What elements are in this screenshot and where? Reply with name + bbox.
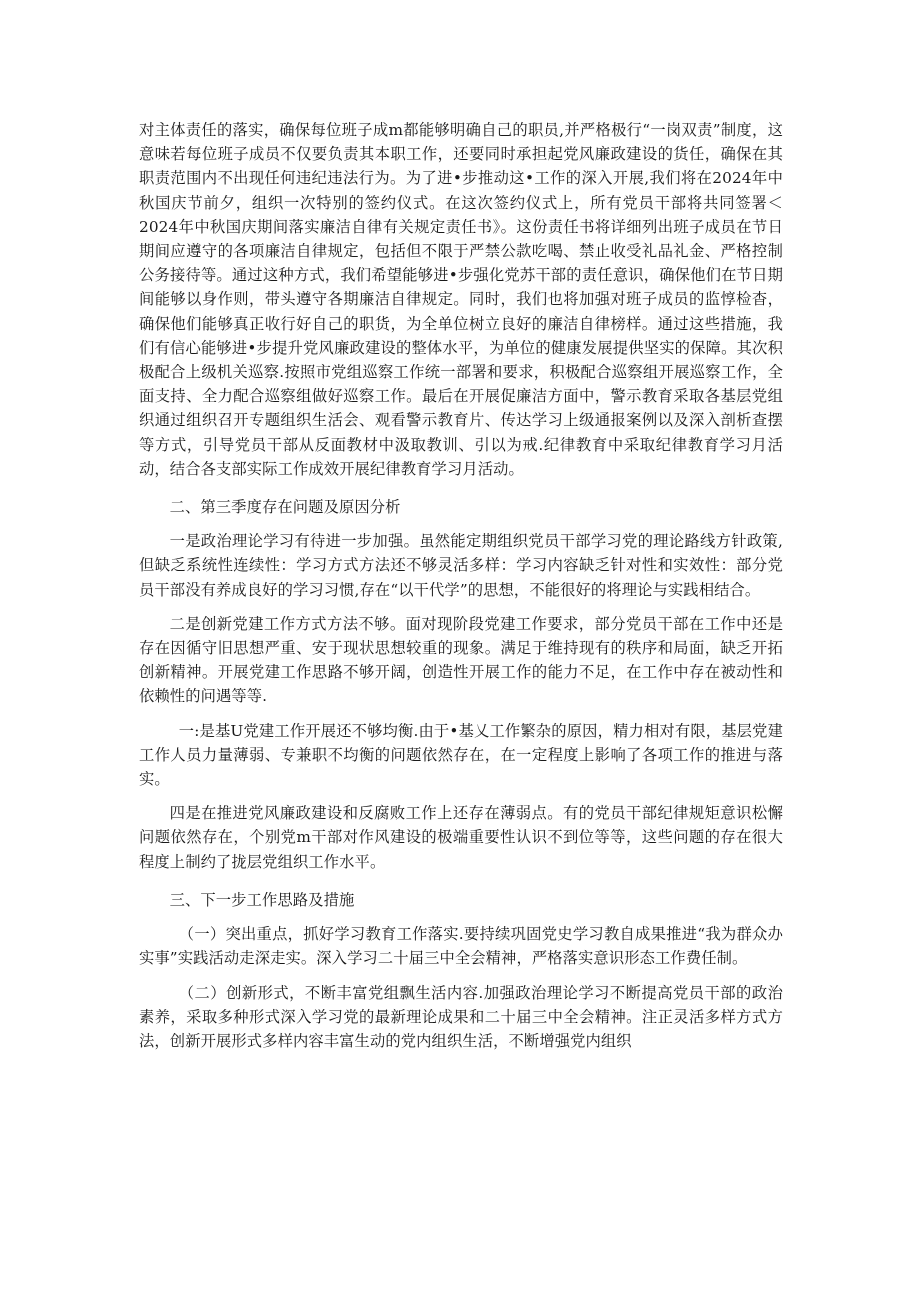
paragraph-issue-1: 一是政治理论学习有待进一步加强。虽然能定期组织党员干部学习党的理论路线方针政策,但缺乏系统性连续性：学习方式方法还不够灵活多样：学习内容缺乏针对性和实效性：部分党员干部没有养成良好的学习习惯,存在“以干代学”的思想，不能很好的将理论与实践相结合。 bbox=[139, 532, 783, 599]
paragraph-issue-4: 四是在推进党风廉政建设和反腐败工作上还存在薄弱点。有的党员干部纪律规矩意识松懈问题依然存在，个别党m干部对作风建设的极端重要性认识不到位等等，这些问题的存在很大程度上制约了拢层党组织工作水平。 bbox=[139, 804, 783, 871]
section-heading-problems: 二、第三季度存在问题及原因分析 bbox=[169, 498, 401, 517]
paragraph-measure-2: （二）创新形式，不断丰富党组飘生活内容.加强政治理论学习不断提高党员干部的政治素养，采取多种形式深入学习党的最新理论成果和二十届三中全会精神。注正灵活多样方式方法，创新开展形式多样内容丰富生动的党内组织生活，不断增强党内组织 bbox=[139, 983, 783, 1050]
document-page bbox=[139, 118, 783, 1053]
paragraph-issue-2: 二是创新党建工作方式方法不够。面对现阶段党建工作要求，部分党员干部在工作中还是存在因循守旧思想严重、安于现状思想较重的现象。满足于维持现有的秩序和局面，缺乏开拓创新精神。开展党建工作思路不够开阔，创造性开展工作的能力不足，在工作中存在被动性和依赖性的问遇等等. bbox=[139, 614, 783, 706]
section-heading-next-steps: 三、下一步工作思路及措施 bbox=[169, 890, 355, 909]
paragraph-issue-3: 一:是基U党建工作开展还不够均衡.由于•基乂工作繁杂的原因，精力相对有限，基层党建工作人员力量薄弱、专兼职不均衡的问题依然存在，在一定程度上影响了各项工作的推进与落实。 bbox=[139, 721, 783, 789]
paragraph-measure-1: （一）突出重点，抓好学习教育工作落实.要持续巩固党史学习教自成果推进“我为群众办实事”实践活动走深走实。深入学习二十届三中全会精神，严格落实意识形态工作费任制。 bbox=[139, 925, 783, 968]
paragraph-continuation: 对主体责任的落实，确保每位班子成m都能够明确自己的职员,并严格极行“一岗双责”制度，这意味若每位班子成员不仅要负责其本职工作，还要同时承担起党风廉政建设的货任，确保在其职责范围内不出现任何违纪违法行为。为了进•步推动这•工作的深入开展,我们将在2024年中秋国庆节前夕，组织一次特别的签约仪式。在这次签约仪式上，所有党员干部将共同签署＜2024年中秋国庆期间落实廉洁自律有关规定责任书》。这份责任书将详细列出班子成员在节日期间应遵守的各项廉洁自律规定，包括但不限于严禁公款吃喝、禁止收受礼品礼金、严格控制公务接待等。通过这种方式，我们希望能够进•步强化党苏干部的责任意识，确保他们在节日期间能够以身作则，带头遵守各期廉洁自律规定。同时，我们也将加强对班子成员的监惇检杳，确保他们能够真正收行好自己的职货，为全单位树立良好的廉洁自律榜样。通过这些措施，我们有信心能够进•步提升党风廉政建设的整体水平，为单位的健康发展提供坚实的保障。其次积极配合上级机关巡察.按照市党组巡察工作统一部署和要求，积极配合巡察组开展巡察工作，全面支持、全力配合巡察组做好巡察工作。最后在开展促廉洁方面中，警示教育采取各基层党组织通过组织召开专题组织生活会、观看警示教育片、传达学习上级通报案例以及深入剖析查摆等方式，引导党员干部从反面教材中汲取教训、引以为戒.纪律教育中采取纪律教育学习月活动，结合各支部实际工作成效开展纪律教育学习月活动。 bbox=[139, 121, 783, 478]
